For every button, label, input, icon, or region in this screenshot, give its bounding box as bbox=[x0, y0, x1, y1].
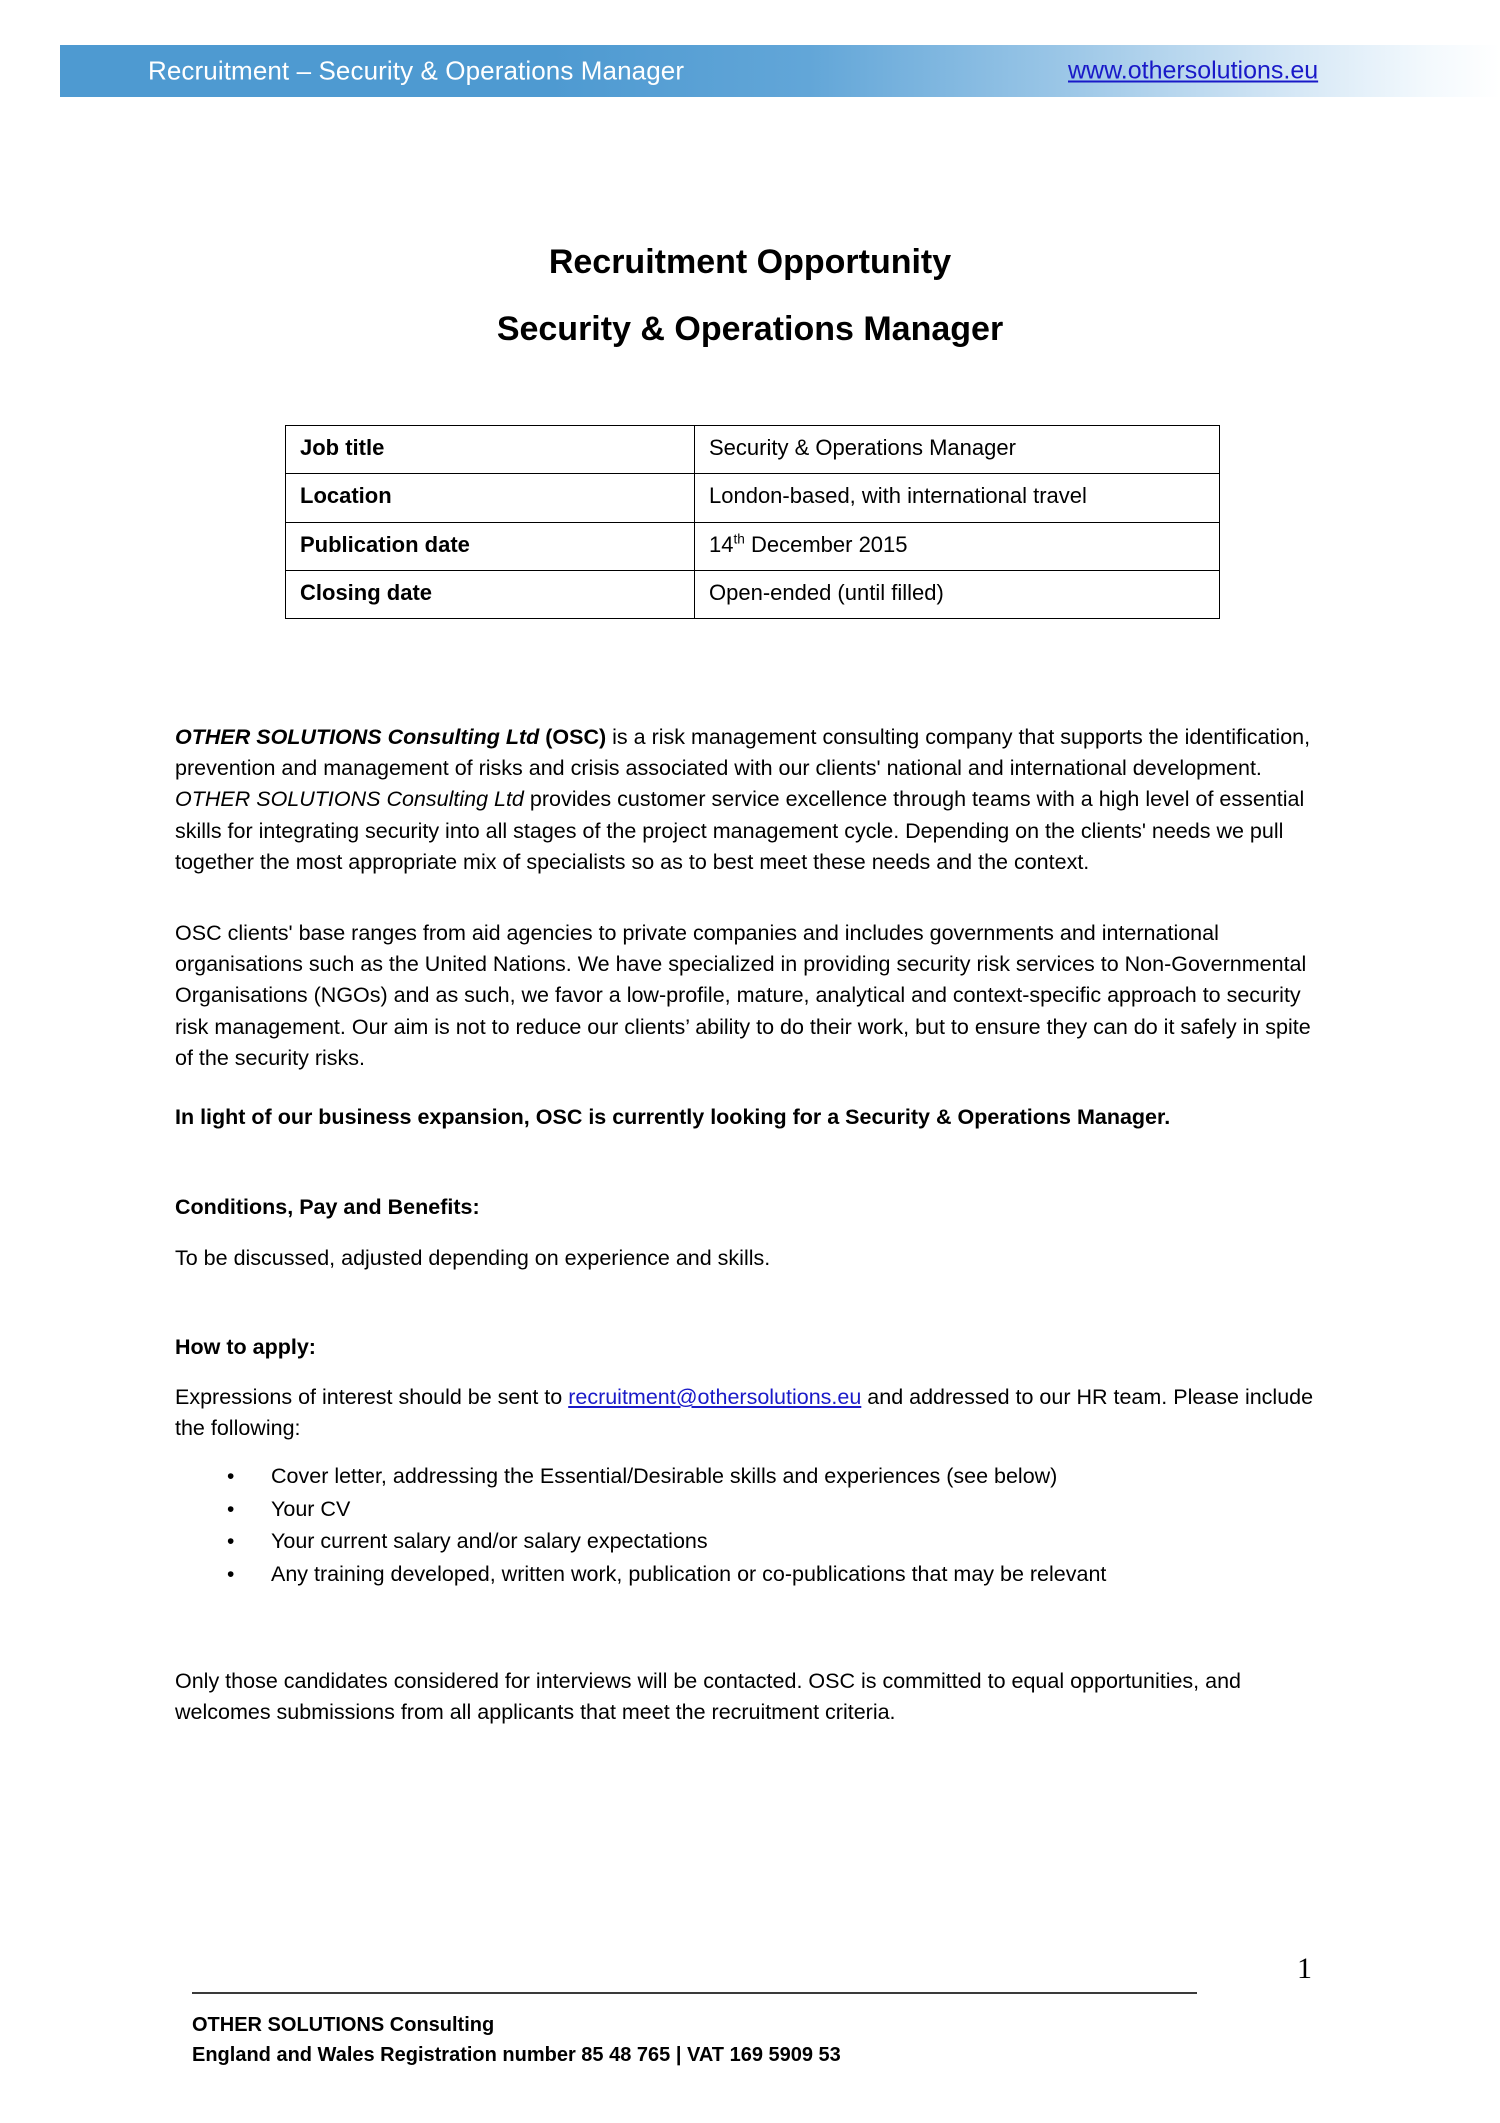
table-cell-value: Security & Operations Manager bbox=[695, 426, 1220, 474]
paragraph-how-to-apply bbox=[175, 1382, 1315, 1461]
list-item bbox=[175, 1561, 1315, 1586]
apply-text-before: Expressions of interest should be sent to bbox=[175, 1385, 569, 1409]
bullet-icon: • bbox=[227, 1465, 235, 1488]
paragraph-conditions bbox=[175, 1243, 1315, 1291]
table-cell-value-date bbox=[695, 522, 1220, 570]
table-cell-label: Job title bbox=[286, 426, 695, 474]
heading-how-to-apply: How to apply: bbox=[175, 1335, 316, 1359]
table-cell-label: Closing date bbox=[286, 570, 695, 618]
table-cell-label: Publication date bbox=[286, 522, 695, 570]
intro-text-part-1: is a risk management consulting company that supports the identification, prevention and management of risks and crisis associated with our clients' national and international development. bbox=[175, 725, 1311, 781]
header-website-link[interactable]: www.othersolutions.eu bbox=[1068, 56, 1319, 85]
list-item bbox=[175, 1531, 1315, 1553]
heading-conditions-pay-benefits: Conditions, Pay and Benefits: bbox=[175, 1195, 480, 1219]
paragraph-text bbox=[175, 722, 1315, 878]
list-item-label: Cover letter, addressing the Essential/Desirable skills and experiences (see below) bbox=[271, 1464, 1058, 1488]
paragraph-text: OSC clients' base ranges from aid agencies to private companies and includes governments and international organisations such as the United Nations. We have specialized in providing security risk services to Non-Governmental Organisations (NGOs) and as such, we favor a low-profile, mature, analytical and context-specific approach to security risk management. Our aim is not to reduce our clients’ ability to do their work, but to ensure they can do it safely in spite of the security risks. bbox=[175, 921, 1311, 1070]
footer-line-2: England and Wales Registration number 85 48 765 | VAT 169 5909 53 bbox=[192, 2044, 841, 2066]
table-row bbox=[286, 474, 1220, 522]
paragraph-company-intro bbox=[175, 722, 1315, 895]
header-title: Recruitment – Security & Operations Manager bbox=[148, 55, 685, 86]
bullet-icon: • bbox=[227, 1497, 235, 1521]
table-cell-label: Location bbox=[286, 474, 695, 522]
application-requirements-list bbox=[175, 1466, 1315, 1596]
page-number: 1 bbox=[1297, 1952, 1312, 1985]
job-info-table bbox=[285, 425, 1220, 619]
list-item bbox=[175, 1496, 1315, 1521]
list-item bbox=[175, 1466, 1315, 1488]
bullet-icon: • bbox=[227, 1530, 235, 1553]
company-name-italic: OTHER SOLUTIONS Consulting Ltd bbox=[175, 787, 524, 812]
date-month-year: December 2015 bbox=[744, 531, 908, 557]
apply-text-after: and addressed to our HR team. Please include the following: bbox=[175, 1385, 1314, 1441]
list-item-label: Any training developed, written work, publication or co-publications that may be relevant bbox=[271, 1561, 1107, 1586]
recruitment-email-link[interactable]: recruitment@othersolutions.eu bbox=[568, 1385, 862, 1409]
table-cell-value: Open-ended (until filled) bbox=[695, 570, 1220, 618]
date-day: 14 bbox=[709, 531, 734, 557]
table-row bbox=[286, 522, 1220, 570]
footer-company-details bbox=[192, 2010, 841, 2070]
table-row bbox=[286, 570, 1220, 618]
list-item-label: Your current salary and/or salary expectations bbox=[271, 1529, 708, 1553]
list-item-label: Your CV bbox=[271, 1496, 351, 1521]
bullet-icon: • bbox=[227, 1562, 235, 1586]
footer-divider bbox=[192, 1992, 1197, 1994]
intro-text-part-2: provides customer service excellence through teams with a high level of essential skills for integrating security into all stages of the project management cycle. Depending on the clients' needs we pull together the most appropriate mix of specialists so as to best meet these needs and the context. bbox=[175, 787, 1305, 874]
paragraph-text: Only those candidates considered for interviews will be contacted. OSC is committed to equal opportunities, and welcomes submissions from all applicants that meet the recruitment criteria. bbox=[175, 1669, 1242, 1725]
paragraph-business-expansion bbox=[175, 1102, 1315, 1150]
page-header-band bbox=[60, 45, 1500, 97]
document-title-line-1: Recruitment Opportunity bbox=[548, 243, 952, 281]
paragraph-text: In light of our business expansion, OSC is currently looking for a Security & Operations Manager. bbox=[175, 1105, 1171, 1129]
table-row bbox=[286, 426, 1220, 474]
date-ordinal-suffix: th bbox=[733, 531, 745, 547]
paragraph-equal-opportunities bbox=[175, 1666, 1315, 1745]
company-abbreviation: (OSC) bbox=[539, 725, 607, 749]
paragraph-clients bbox=[175, 918, 1315, 1091]
page-header-inner bbox=[60, 45, 1500, 97]
paragraph-text bbox=[175, 1382, 1315, 1444]
company-name-emphasis: OTHER SOLUTIONS Consulting Ltd bbox=[175, 725, 540, 749]
paragraph-text: To be discussed, adjusted depending on experience and skills. bbox=[175, 1246, 771, 1270]
table-cell-value: London-based, with international travel bbox=[695, 474, 1220, 522]
footer-line-1: OTHER SOLUTIONS Consulting bbox=[192, 2014, 495, 2036]
document-title-line-2: Security & Operations Manager bbox=[496, 310, 1004, 348]
